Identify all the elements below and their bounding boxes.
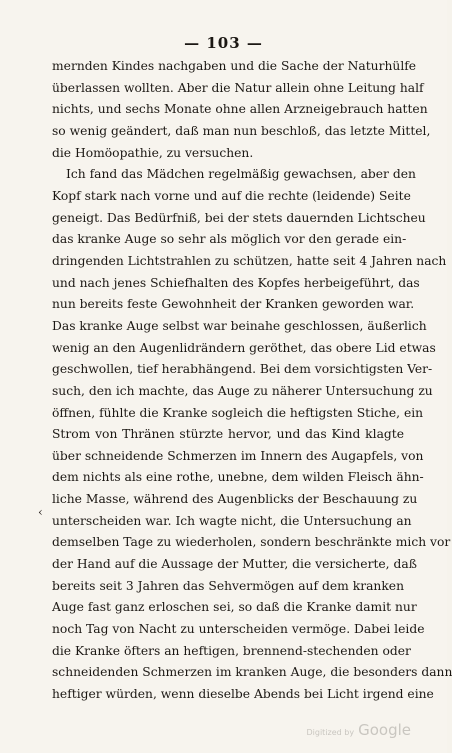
body-text — [52, 56, 452, 706]
watermark-prefix: Digitized by — [306, 728, 355, 737]
text-line: heftiger würden, wenn dieselbe Abends bei Licht irgend eine — [52, 687, 434, 702]
text-line: das kranke Auge so sehr als möglich vor den gerade ein- — [52, 232, 407, 247]
text-line: Strom von Thränen stürzte hervor, und das Kind klagte — [52, 427, 404, 442]
text-line: Ich fand das Mädchen regelmäßig gewachsen, aber den — [66, 167, 416, 182]
text-line: Das kranke Auge selbst war beinahe geschlossen, äußerlich — [52, 318, 427, 333]
text-line: unterscheiden war. Ich wagte nicht, die Untersuchung an — [52, 513, 412, 528]
text-line: bereits seit 3 Jahren das Sehvermögen auf dem kranken — [52, 578, 404, 593]
text-line: noch Tag von Nacht zu unterscheiden vermöge. Dabei leide — [52, 622, 425, 637]
google-watermark — [306, 721, 411, 739]
text-line: geschwollen, tief herabhängend. Bei dem vorsichtigsten Ver- — [52, 362, 433, 377]
text-line: die Homöopathie, zu versuchen. — [52, 145, 254, 160]
page-number-header: — 103 — — [184, 34, 263, 52]
text-line: überlassen wollten. Aber die Natur allein ohne Leitung half — [52, 80, 424, 95]
text-line: so wenig geändert, daß man nun beschloß, das letzte Mittel, — [52, 123, 431, 138]
text-line: nun bereits feste Gewohnheit der Kranken geworden war. — [52, 297, 415, 312]
google-logo: Google — [358, 721, 411, 739]
text-line: dringenden Lichtstrahlen zu schützen, hatte seit 4 Jahren nach — [52, 253, 447, 268]
text-line: über schneidende Schmerzen im Innern des Augapfels, von — [52, 448, 424, 463]
text-line: demselben Tage zu wiederholen, sondern beschränkte mich vor — [52, 535, 451, 550]
margin-mark: ‹ — [38, 505, 43, 519]
text-line: der Hand auf die Aussage der Mutter, die versicherte, daß — [52, 557, 417, 572]
text-line: nichts, und sechs Monate ohne allen Arzneigebrauch hatten — [52, 102, 428, 117]
text-line: liche Masse, während des Augenblicks der Beschauung zu — [52, 492, 418, 507]
text-line: geneigt. Das Bedürfniß, bei der stets dauernden Lichtscheu — [52, 210, 426, 225]
text-line: und nach jenes Schiefhalten des Kopfes herbeigeführt, das — [52, 275, 420, 290]
text-line: Kopf stark nach vorne und auf die rechte (leidende) Seite — [52, 188, 411, 203]
text-line: die Kranke öfters an heftigen, brennend-stechenden oder — [52, 643, 411, 658]
text-line: öffnen, fühlte die Kranke sogleich die heftigsten Stiche, ein — [52, 405, 424, 420]
text-line: such, den ich machte, das Auge zu näherer Untersuchung zu — [52, 383, 433, 398]
text-line: wenig an den Augenlidrändern geröthet, das obere Lid etwas — [52, 340, 436, 355]
text-line: schneidenden Schmerzen im kranken Auge, die besonders dann — [52, 665, 452, 680]
text-line: mernden Kindes nachgaben und die Sache der Naturhülfe — [52, 59, 417, 73]
text-line: Auge fast ganz erloschen sei, so daß die Kranke damit nur — [52, 600, 417, 615]
text-line: dem nichts als eine rothe, unebne, dem wilden Fleisch ähn- — [52, 470, 424, 485]
